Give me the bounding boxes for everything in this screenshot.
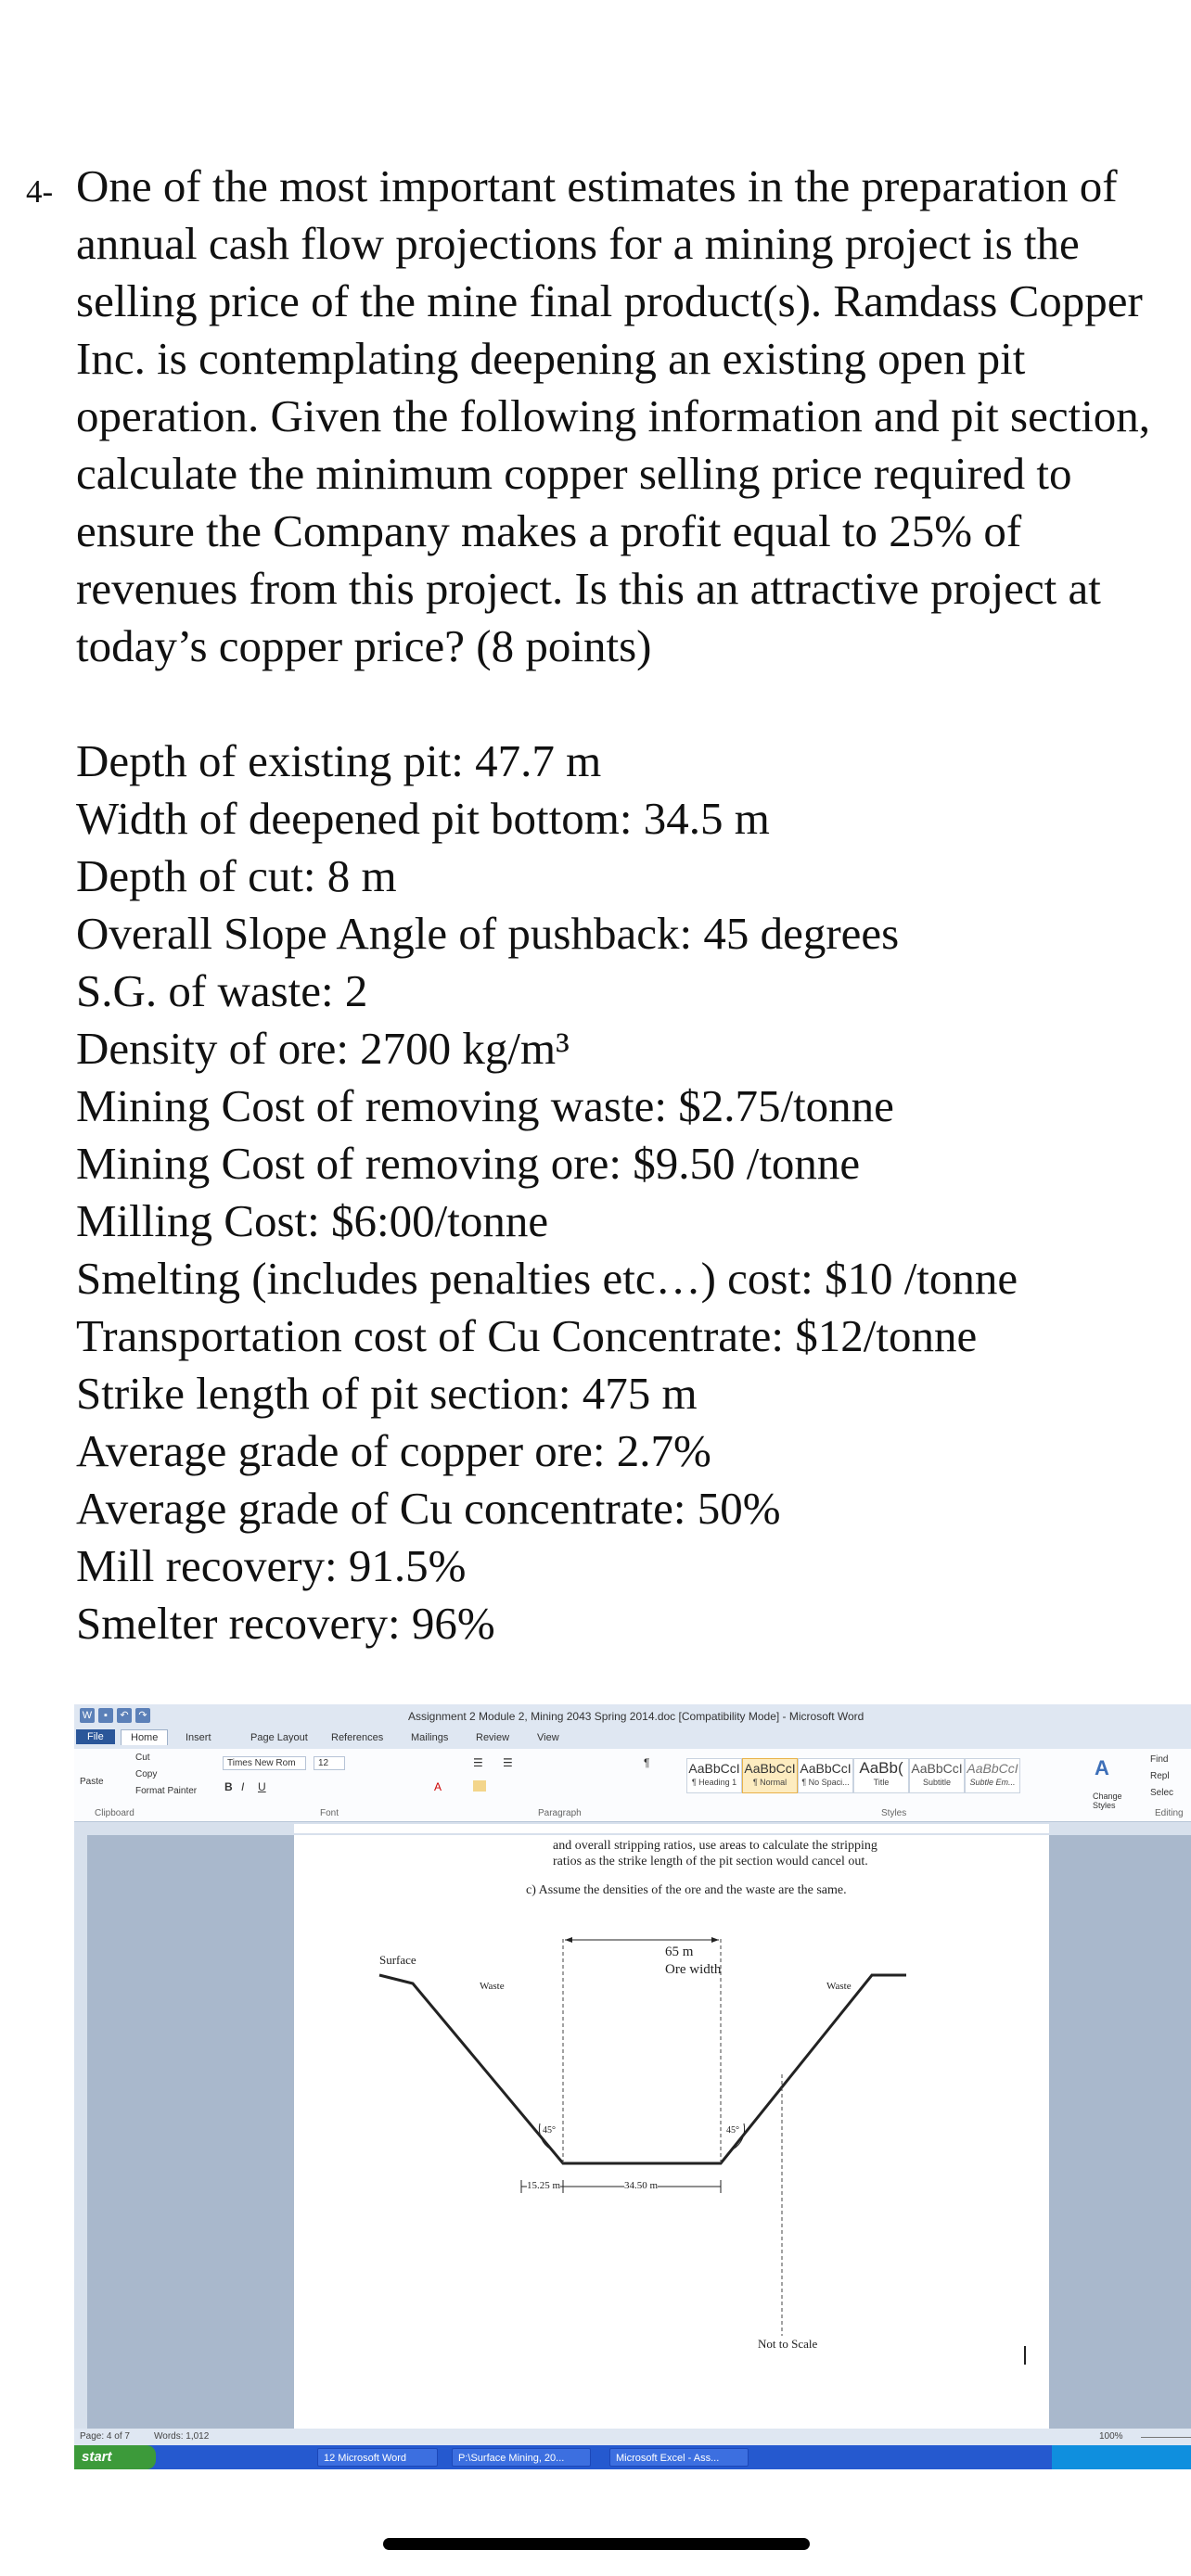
doc-line: and overall stripping ratios, use areas to calculate the stripping — [553, 1839, 877, 1853]
paste-button[interactable]: Paste — [80, 1777, 104, 1787]
italic-icon[interactable]: I — [241, 1780, 245, 1793]
taskbar-explorer-button[interactable] — [452, 2448, 591, 2467]
style-name: ¶ No Spaci... — [801, 1778, 850, 1787]
font-group-label: Font — [320, 1808, 339, 1818]
param-item: Width of deepened pit bottom: 34.5 m — [76, 793, 770, 844]
question-number: 4- — [26, 173, 54, 210]
style-sample: AaBbCcI — [744, 1761, 796, 1776]
left-dimension-label: 15.25 m — [527, 2180, 561, 2191]
align-left-icon[interactable] — [473, 1780, 486, 1792]
doc-line: ratios as the strike length of the pit section would cancel out. — [553, 1855, 868, 1868]
style-sample: AaBbCcI — [967, 1761, 1018, 1776]
underline-icon[interactable]: U — [258, 1780, 266, 1793]
angle-label-left: 45° — [543, 2125, 556, 2136]
surface-label: Surface — [379, 1953, 416, 1967]
show-formatting-icon[interactable]: ¶ — [644, 1756, 650, 1769]
param-item: Average grade of Cu concentrate: 50% — [76, 1483, 781, 1534]
style-sample: AaBb( — [859, 1759, 903, 1777]
home-indicator[interactable] — [383, 2538, 810, 2550]
ruler-text-area — [294, 1824, 1049, 1833]
style-subtle-emphasis[interactable] — [965, 1758, 1020, 1793]
style-name: Subtitle — [922, 1778, 952, 1787]
word-count[interactable]: Words: 1,012 — [154, 2431, 210, 2442]
param-item: S.G. of waste: 2 — [76, 965, 368, 1016]
word-screenshot — [74, 1704, 1191, 2469]
ore-width-label: Ore width — [665, 1962, 722, 1977]
save-icon[interactable]: ▪ — [98, 1708, 113, 1723]
ore-width-value: 65 m — [665, 1945, 694, 1959]
taskbar-excel-button[interactable] — [609, 2448, 749, 2467]
style-normal[interactable] — [742, 1758, 798, 1793]
clipboard-group-label: Clipboard — [95, 1808, 134, 1818]
taskbar-excel-label: Microsoft Excel - Ass... — [616, 2453, 720, 2464]
zoom-slider[interactable] — [1141, 2437, 1191, 2438]
taskbar-explorer-label: P:\Surface Mining, 20... — [458, 2453, 565, 2464]
taskbar-word-label: 12 Microsoft Word — [324, 2453, 407, 2464]
word-logo-icon: W — [80, 1708, 95, 1723]
param-item: Transportation cost of Cu Concentrate: $12/tonne — [76, 1310, 978, 1361]
style-name: ¶ Normal — [752, 1778, 788, 1787]
param-item: Overall Slope Angle of pushback: 45 degrees — [76, 908, 900, 959]
ribbon — [74, 1749, 1191, 1822]
numbering-icon[interactable]: ☰ — [503, 1756, 513, 1769]
document-page[interactable] — [294, 1835, 1049, 2429]
doc-item-c: c) Assume the densities of the ore and the waste are the same. — [526, 1883, 847, 1897]
style-name: Subtle Em... — [969, 1778, 1016, 1787]
waste-label-right: Waste — [826, 1981, 852, 1992]
format-painter-button[interactable]: Format Painter — [135, 1786, 198, 1796]
style-sample: AaBbCcI — [800, 1761, 852, 1776]
replace-button[interactable]: Repl — [1150, 1771, 1170, 1781]
quick-access-toolbar — [80, 1708, 150, 1723]
system-tray[interactable] — [1052, 2445, 1191, 2469]
ribbon-tabs — [74, 1728, 1191, 1749]
pit-section-diagram — [294, 1835, 1049, 2429]
arrow-head — [711, 1937, 719, 1943]
font-name-select[interactable]: Times New Rom — [223, 1756, 306, 1770]
bold-icon[interactable]: B — [224, 1780, 233, 1793]
tab-mailings[interactable]: Mailings — [411, 1732, 449, 1743]
window-title: Assignment 2 Module 2, Mining 2043 Spring 2014.doc [Compatibility Mode] - Microsoft Word — [408, 1710, 864, 1723]
tab-references[interactable]: References — [331, 1732, 384, 1743]
parameter-list — [76, 733, 1018, 1652]
start-button[interactable] — [74, 2445, 156, 2469]
select-button[interactable]: Selec — [1150, 1788, 1174, 1798]
bullets-icon[interactable]: ☰ — [473, 1756, 483, 1769]
style-name: ¶ Heading 1 — [691, 1778, 737, 1787]
param-item: Density of ore: 2700 kg/m³ — [76, 1023, 570, 1074]
tab-insert[interactable]: Insert — [186, 1732, 211, 1743]
param-item: Smelting (includes penalties etc…) cost: $10 /tonne — [76, 1253, 1018, 1304]
tab-page-layout[interactable]: Page Layout — [250, 1732, 308, 1743]
arrow-head — [565, 1937, 572, 1943]
paragraph-group-label: Paragraph — [538, 1808, 582, 1818]
style-heading-1[interactable] — [686, 1758, 742, 1793]
style-subtitle[interactable] — [909, 1758, 965, 1793]
param-item: Depth of cut: 8 m — [76, 850, 397, 901]
change-styles-icon[interactable]: A — [1095, 1756, 1109, 1779]
pit-outline — [379, 1975, 906, 2163]
vertical-ruler[interactable] — [74, 1835, 87, 2429]
page-count[interactable]: Page: 4 of 7 — [80, 2431, 130, 2442]
param-item: Mining Cost of removing waste: $2.75/tonne — [76, 1080, 894, 1131]
style-no-spacing[interactable] — [798, 1758, 853, 1793]
font-color-icon[interactable]: A — [434, 1780, 442, 1793]
change-styles-button[interactable]: Change Styles — [1093, 1792, 1122, 1810]
param-item: Mill recovery: 91.5% — [76, 1540, 467, 1591]
style-name: Title — [873, 1778, 890, 1787]
tab-review[interactable]: Review — [476, 1732, 510, 1743]
question-block — [26, 158, 1176, 675]
style-sample: AaBbCcI — [911, 1761, 963, 1776]
tab-home[interactable]: Home — [121, 1729, 168, 1745]
text-cursor — [1024, 2346, 1026, 2365]
param-item: Milling Cost: $6:00/tonne — [76, 1195, 549, 1246]
status-bar — [74, 2429, 1191, 2445]
horizontal-ruler[interactable] — [74, 1822, 1191, 1835]
font-size-select[interactable]: 12 — [314, 1756, 345, 1770]
param-item: Depth of existing pit: 47.7 m — [76, 735, 602, 786]
param-item: Average grade of copper ore: 2.7% — [76, 1425, 711, 1476]
cut-button[interactable]: Cut — [135, 1753, 150, 1763]
param-item: Strike length of pit section: 475 m — [76, 1368, 698, 1419]
title-bar — [74, 1704, 1191, 1728]
taskbar-word-button[interactable] — [317, 2448, 438, 2467]
style-title[interactable] — [853, 1758, 909, 1793]
copy-button[interactable]: Copy — [135, 1769, 158, 1779]
find-button[interactable]: Find — [1150, 1754, 1169, 1765]
tab-view[interactable]: View — [537, 1732, 559, 1743]
styles-group-label: Styles — [881, 1808, 907, 1818]
not-to-scale-label: Not to Scale — [758, 2337, 818, 2351]
waste-label-left: Waste — [480, 1981, 505, 1992]
style-sample: AaBbCcI — [688, 1761, 740, 1776]
param-item: Mining Cost of removing ore: $9.50 /tonne — [76, 1138, 861, 1189]
zoom-level[interactable]: 100% — [1099, 2431, 1123, 2442]
start-label: start — [82, 2449, 112, 2465]
editing-group-label: Editing — [1155, 1808, 1184, 1818]
tab-file[interactable]: File — [76, 1729, 115, 1744]
question-text: One of the most important estimates in the preparation of annual cash flow projections for a mining project is the selling price of the mine final product(s). Ramdass Copper Inc. is contemplating deepening an existing open pit operation. Given the following information and pit section, calculate the minimum copper selling price required to ensure the Company makes a profit equal to 25% of revenues from this project. Is this an attractive project at today’s copper price? (8 points) — [76, 160, 1151, 671]
param-item: Smelter recovery: 96% — [76, 1598, 495, 1649]
taskbar — [74, 2445, 1191, 2469]
bottom-dimension-label: 34.50 m — [624, 2180, 659, 2191]
redo-icon[interactable]: ↷ — [135, 1708, 150, 1723]
angle-label-right: 45° — [726, 2125, 739, 2136]
undo-icon[interactable]: ↶ — [117, 1708, 132, 1723]
